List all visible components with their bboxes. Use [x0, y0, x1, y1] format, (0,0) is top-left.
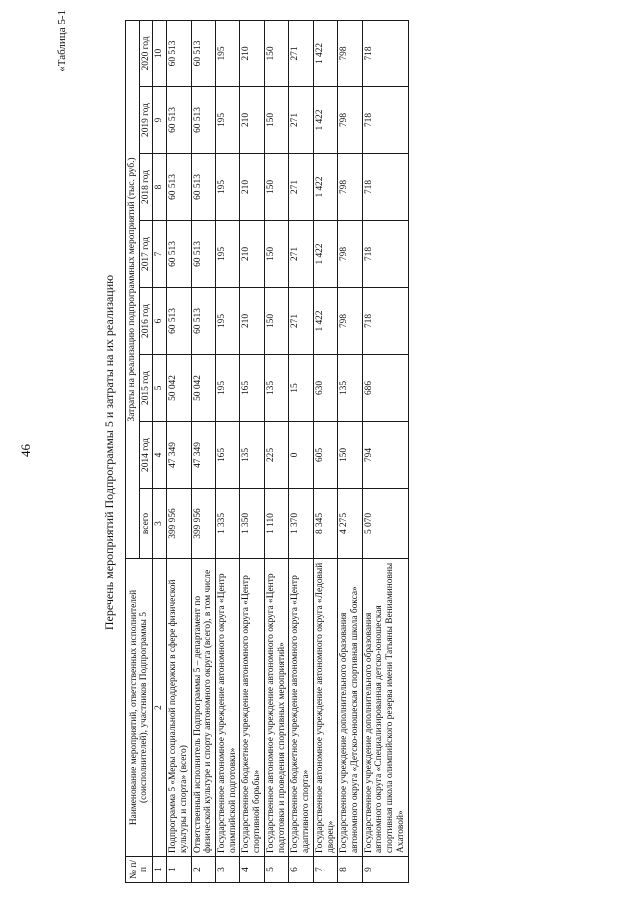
row-year-value: 718: [362, 20, 408, 86]
row-year-value: 60 513: [167, 288, 191, 355]
row-year-value: 195: [216, 154, 240, 221]
row-year-value: 271: [289, 288, 313, 355]
row-number: 7: [313, 857, 337, 883]
row-name: Государственное учреждение дополнительного образования автономного округа «Специализированная детско-юношеская спортивная школа олимпийского резерва имени Татьяны Вениаминовны Ахатовой»: [362, 559, 408, 857]
row-number: 9: [362, 857, 408, 883]
row-year-value: 271: [289, 221, 313, 288]
header-row-1: [126, 20, 140, 882]
row-year-value: 150: [338, 422, 362, 489]
row-name: Государственное автономное учреждение автономного округа «Центр подготовки и проведения спортивных мероприятий»: [264, 559, 288, 857]
column-numbers-row: [153, 20, 167, 882]
row-year-value: 1 422: [313, 288, 337, 355]
row-year-value: 798: [338, 154, 362, 221]
column-number: 4: [153, 422, 167, 489]
row-year-value: 225: [264, 422, 288, 489]
row-year-value: 195: [216, 20, 240, 86]
row-year-value: 798: [338, 87, 362, 154]
row-number: 1: [167, 857, 191, 883]
row-total-value: 399 956: [167, 489, 191, 559]
table-row: [167, 20, 191, 882]
column-number: 9: [153, 87, 167, 154]
row-year-value: 47 349: [167, 422, 191, 489]
row-name: Государственное бюджетное учреждение автономного округа «Центр адаптивного спорта»: [289, 559, 313, 857]
header-year: 2019 год: [139, 87, 153, 154]
row-year-value: 1 422: [313, 20, 337, 86]
row-year-value: 210: [240, 288, 264, 355]
row-year-value: 210: [240, 221, 264, 288]
row-total-value: 399 956: [191, 489, 215, 559]
row-year-value: 195: [216, 87, 240, 154]
row-year-value: 271: [289, 87, 313, 154]
row-year-value: 686: [362, 355, 408, 422]
row-total-value: 1 350: [240, 489, 264, 559]
header-year: 2016 год: [139, 288, 153, 355]
row-year-value: 210: [240, 87, 264, 154]
row-number: 5: [264, 857, 288, 883]
row-year-value: 60 513: [191, 288, 215, 355]
row-year-value: 135: [240, 422, 264, 489]
header-year: 2017 год: [139, 221, 153, 288]
row-total-value: 1 110: [264, 489, 288, 559]
row-year-value: 165: [240, 355, 264, 422]
row-number: 8: [338, 857, 362, 883]
row-year-value: 150: [264, 221, 288, 288]
row-year-value: 794: [362, 422, 408, 489]
header-total: всего: [139, 489, 153, 559]
table-row: [362, 20, 408, 882]
row-year-value: 1 422: [313, 87, 337, 154]
row-year-value: 798: [338, 20, 362, 86]
column-number: 2: [153, 559, 167, 857]
row-year-value: 798: [338, 221, 362, 288]
row-number: 3: [216, 857, 240, 883]
table-row: [338, 20, 362, 882]
document-title: Перечень мероприятий Подпрограммы 5 и затраты на их реализацию: [102, 274, 116, 631]
row-year-value: 718: [362, 87, 408, 154]
table-row: [313, 20, 337, 882]
row-total-value: 1 335: [216, 489, 240, 559]
row-number: 2: [191, 857, 215, 883]
header-number: № п/п: [126, 857, 153, 883]
row-year-value: 195: [216, 221, 240, 288]
row-year-value: 50 042: [191, 355, 215, 422]
expenses-table: [125, 20, 409, 883]
table-row: [216, 20, 240, 882]
row-name: Государственное автономное учреждение автономного округа «Ледовый дворец»: [313, 559, 337, 857]
row-year-value: 630: [313, 355, 337, 422]
row-year-value: 60 513: [167, 20, 191, 86]
column-number: 8: [153, 154, 167, 221]
row-year-value: 718: [362, 288, 408, 355]
row-name: Государственное учреждение дополнительного образования автономного округа «Детско-юношеская спортивная школа бокса»: [338, 559, 362, 857]
header-year: 2020 год: [139, 20, 153, 86]
row-year-value: 150: [264, 154, 288, 221]
page-number: 46: [18, 444, 33, 457]
row-year-value: 165: [216, 422, 240, 489]
column-number: 5: [153, 355, 167, 422]
row-name: Государственное автономное учреждение автономного округа «Центр олимпийской подготовки»: [216, 559, 240, 857]
column-number: 3: [153, 489, 167, 559]
row-year-value: 271: [289, 154, 313, 221]
table-row: [289, 20, 313, 882]
row-year-value: 135: [338, 355, 362, 422]
row-total-value: 8 345: [313, 489, 337, 559]
row-name: Подпрограмма 5 «Меры социальной поддержки в сфере физической культуры и спорта» (всего): [167, 559, 191, 857]
row-year-value: 60 513: [191, 221, 215, 288]
row-number: 4: [240, 857, 264, 883]
row-total-value: 5 070: [362, 489, 408, 559]
row-year-value: 47 349: [191, 422, 215, 489]
row-year-value: 60 513: [191, 20, 215, 86]
row-year-value: 195: [216, 355, 240, 422]
header-year: 2015 год: [139, 355, 153, 422]
table-row: [191, 20, 215, 882]
row-number: 6: [289, 857, 313, 883]
row-year-value: 60 513: [167, 87, 191, 154]
header-name: Наименование мероприятий, ответственных исполнителей (соисполнителей), участников Подпрограммы 5: [126, 559, 153, 857]
table-row: [240, 20, 264, 882]
row-year-value: 605: [313, 422, 337, 489]
row-year-value: 1 422: [313, 221, 337, 288]
table-row: [264, 20, 288, 882]
column-number: 10: [153, 20, 167, 86]
row-year-value: 60 513: [167, 221, 191, 288]
column-number: 6: [153, 288, 167, 355]
row-year-value: 195: [216, 288, 240, 355]
row-year-value: 210: [240, 20, 264, 86]
row-year-value: 150: [264, 20, 288, 86]
header-costs-group: Затраты на реализацию подпрограммных мероприятий (тыс. руб.): [126, 20, 140, 558]
row-total-value: 4 275: [338, 489, 362, 559]
row-name: Государственное бюджетное учреждение автономного округа «Центр спортивной борьбы»: [240, 559, 264, 857]
row-year-value: 718: [362, 154, 408, 221]
row-year-value: 210: [240, 154, 264, 221]
row-year-value: 718: [362, 221, 408, 288]
header-year: 2014 год: [139, 422, 153, 489]
header-year: 2018 год: [139, 154, 153, 221]
row-year-value: 135: [264, 355, 288, 422]
table-label: «Таблица 5-1: [56, 10, 68, 72]
column-number: 1: [153, 857, 167, 883]
row-year-value: 50 042: [167, 355, 191, 422]
row-year-value: 60 513: [191, 154, 215, 221]
row-year-value: 0: [289, 422, 313, 489]
row-year-value: 1 422: [313, 154, 337, 221]
row-year-value: 798: [338, 288, 362, 355]
row-year-value: 150: [264, 87, 288, 154]
row-year-value: 60 513: [167, 154, 191, 221]
column-number: 7: [153, 221, 167, 288]
row-year-value: 150: [264, 288, 288, 355]
row-year-value: 15: [289, 355, 313, 422]
row-year-value: 60 513: [191, 87, 215, 154]
row-year-value: 271: [289, 20, 313, 86]
row-total-value: 1 370: [289, 489, 313, 559]
row-name: Ответственный исполнитель Подпрограммы 5 – департамент по физической культуре и спорту автономного округа (всего), в том числе: [191, 559, 215, 857]
